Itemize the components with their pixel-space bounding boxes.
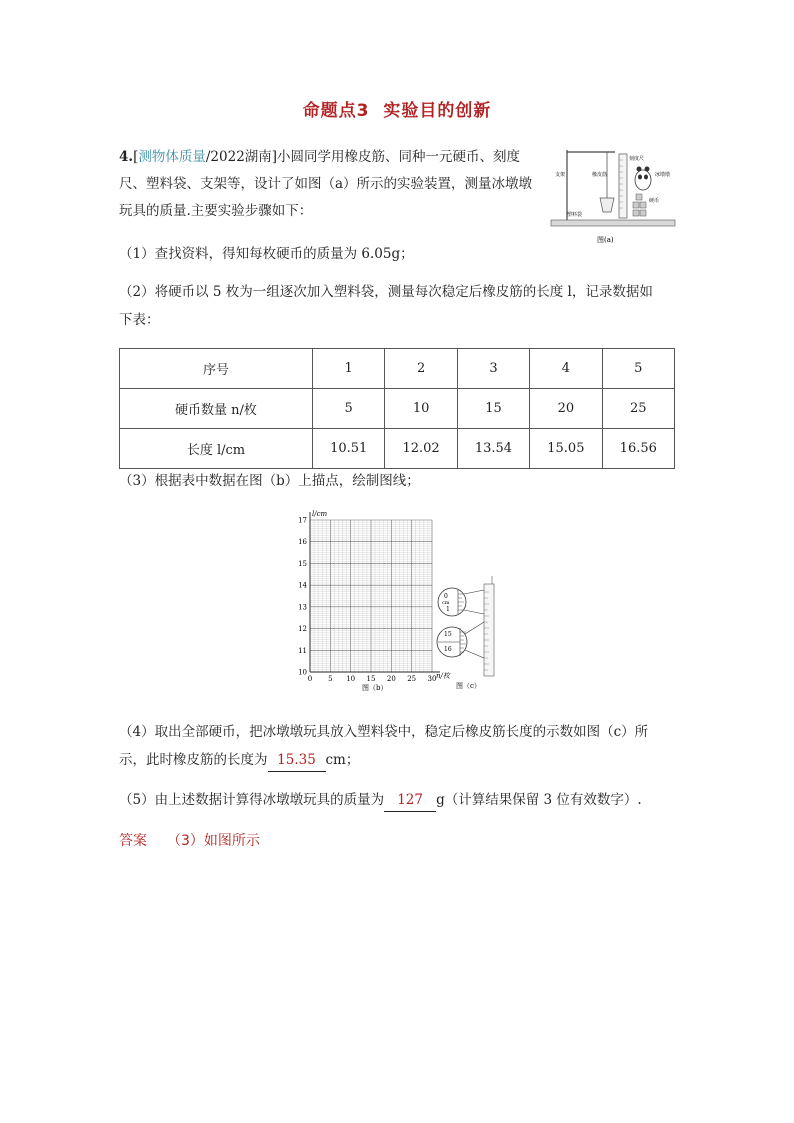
table-cell: 16.56 [602, 429, 674, 469]
label-toy: 冰墩墩 [655, 172, 671, 178]
x-tick-label: 20 [386, 675, 396, 683]
x-axis-label: n/枚 [436, 672, 450, 680]
step-5-text: （5）由上述数据计算得冰墩墩玩具的质量为 [119, 792, 385, 808]
label-ruler: 刻度尺 [629, 156, 645, 162]
section-title-text: 实验目的创新 [383, 101, 492, 121]
section-title [0, 96, 794, 121]
x-tick-label: 25 [407, 675, 417, 683]
table-cell: 1 [313, 349, 385, 389]
table-row [120, 429, 675, 469]
y-tick-label: 10 [298, 668, 307, 677]
table-cell: 5 [602, 349, 674, 389]
question-intro [119, 144, 535, 225]
table-cell: 20 [530, 389, 602, 429]
table-cell: 2 [385, 349, 457, 389]
step-5-unit: g（计算结果保留 3 位有效数字）. [436, 792, 642, 808]
answer-label: 答案 [119, 833, 147, 849]
table-cell: 15 [457, 389, 529, 429]
label-coins: 硬币 [649, 198, 660, 204]
source-topic: 测物体质量 [138, 149, 206, 165]
figure-a-caption: 图(a) [597, 236, 614, 244]
table-cell: 25 [602, 389, 674, 429]
upper-label-1: 1 [446, 606, 450, 613]
step-4-answer: 15.35 [268, 749, 326, 772]
x-tick-label: 15 [366, 675, 376, 683]
row-header: 序号 [120, 349, 313, 389]
step-4-line1: （4）取出全部硬币，把冰墩墩玩具放入塑料袋中，稳定后橡皮筋长度的示数如图（c）所 [119, 724, 649, 740]
step-5-answer: 127 [384, 789, 436, 812]
table-cell: 3 [457, 349, 529, 389]
lower-label-15: 15 [444, 631, 452, 638]
label-band: 橡皮筋 [592, 172, 608, 178]
y-tick-label: 15 [298, 559, 307, 568]
label-bag: 塑料袋 [567, 212, 583, 218]
question-text: 小圆同学用橡皮筋、同种一元硬币、刻度尺、塑料袋、支架等，设计了如图（a）所示的实验装置，测量冰墩墩玩具的质量.主要实验步骤如下： [119, 149, 533, 219]
x-tick-label: 10 [346, 675, 356, 683]
x-tick-label: 0 [307, 675, 313, 683]
upper-label-0: 0 [444, 593, 448, 600]
x-tick-label: 30 [427, 675, 437, 683]
step-4-unit: cm； [325, 752, 360, 768]
table-cell: 4 [530, 349, 602, 389]
x-tick-label: 5 [328, 675, 333, 683]
figure-c-caption: 图（c） [456, 682, 481, 690]
table-row [120, 349, 675, 389]
table-cell: 12.02 [385, 429, 457, 469]
y-tick-label: 11 [298, 646, 307, 655]
label-stand: 支架 [555, 172, 566, 178]
table-cell: 10.51 [313, 429, 385, 469]
row-header: 硬币数量 n/枚 [120, 389, 313, 429]
y-tick-label: 16 [298, 538, 307, 547]
row-header: 长度 l/cm [120, 429, 313, 469]
y-axis-label: l/cm [312, 510, 328, 518]
step-4-line2 [119, 749, 359, 772]
section-title-number: 命题点3 [302, 101, 370, 121]
lower-label-16: 16 [444, 646, 452, 653]
step-1: （1）查找资料，得知每枚硬币的质量为 6.05g； [119, 246, 414, 262]
step-3: （3）根据表中数据在图（b）上描点，绘制图线； [119, 473, 420, 489]
answer-block [119, 830, 260, 850]
step-4-text: 示，此时橡皮筋的长度为 [119, 752, 268, 768]
question-number: 4. [119, 149, 134, 165]
step-2-line1: （2）将硬币以 5 枚为一组逐次加入塑料袋，测量每次稳定后橡皮筋的长度 l，记录数据如 [119, 284, 653, 300]
table-cell: 13.54 [457, 429, 529, 469]
source-rest: /2022湖南] [205, 149, 278, 165]
y-tick-label: 12 [298, 625, 307, 634]
figure-b-caption: 图（b） [362, 684, 388, 692]
table-row [120, 389, 675, 429]
y-tick-label: 13 [298, 603, 307, 612]
y-tick-label: 14 [298, 581, 307, 590]
data-table [119, 348, 675, 469]
step-5 [119, 789, 642, 812]
step-2-line2: 下表： [119, 312, 160, 328]
table-cell: 5 [313, 389, 385, 429]
figure-a-apparatus [545, 140, 680, 250]
source-bracket: [ [133, 149, 139, 165]
table-cell: 15.05 [530, 429, 602, 469]
table-cell: 10 [385, 389, 457, 429]
y-tick-label: 17 [298, 516, 307, 525]
figure-c-ruler [434, 576, 504, 696]
upper-label-cm: cm [442, 600, 450, 606]
answer-body: （3）如图所示 [167, 833, 260, 849]
